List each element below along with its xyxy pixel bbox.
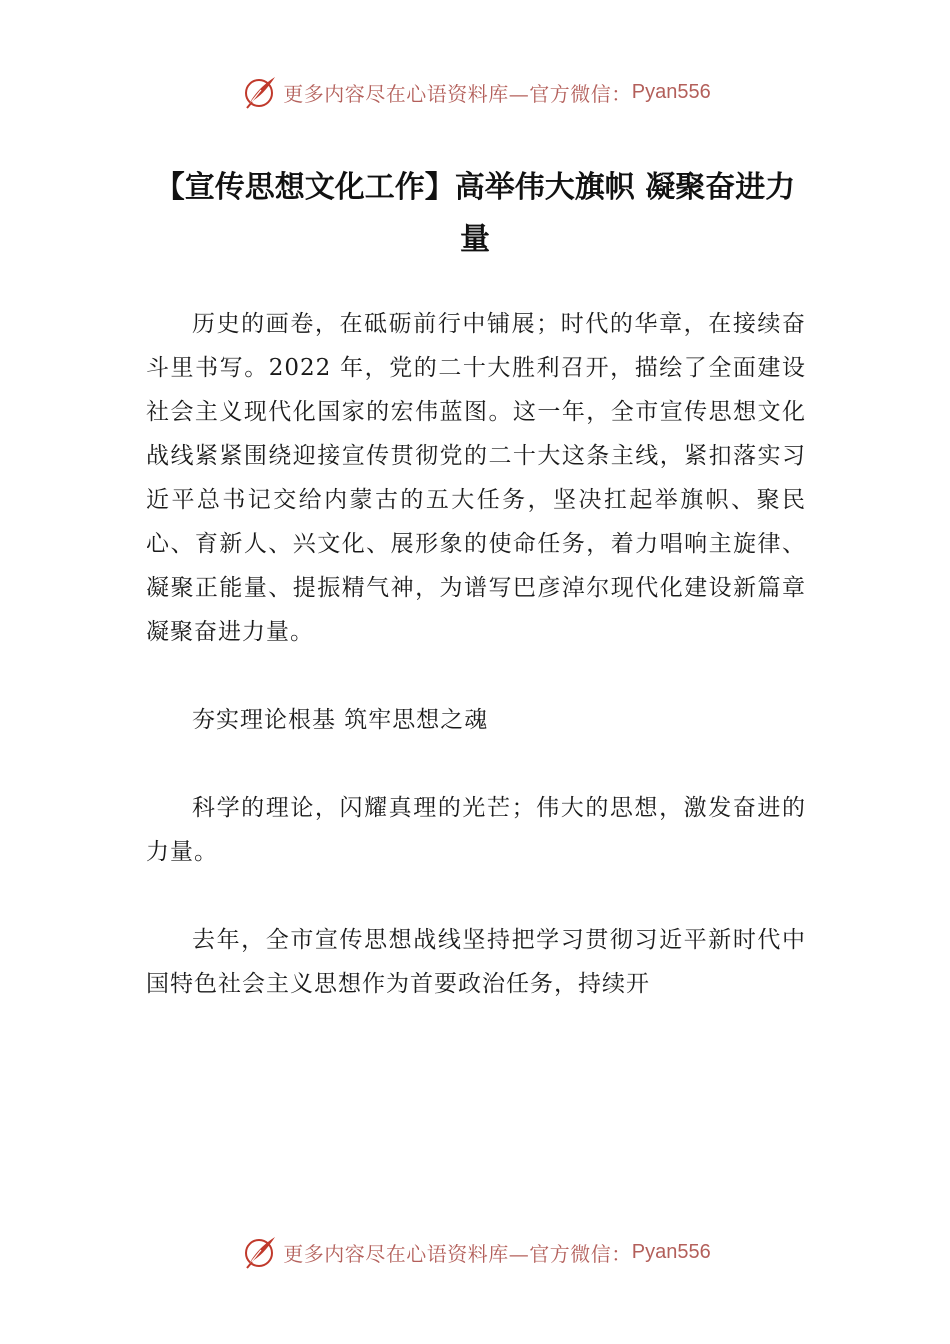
footer-banner — [0, 1230, 950, 1274]
document-title: 【宣传思想文化工作】高举伟大旗帜 凝聚奋进力量 — [154, 170, 796, 257]
section-heading: 夯实理论根基 筑牢思想之魂 — [192, 707, 489, 733]
banner-text: 更多内容尽在心语资料库—官方微信： — [283, 1241, 632, 1266]
paragraph-intro: 历史的画卷，在砥砺前行中铺展；时代的华章，在接续奋斗里书写。2022 年，党的二十大胜利召开，描绘了全面建设社会主义现代化国家的宏伟蓝图。这一年，全市宣传思想文化战线紧紧围绕迎接宣传贯彻党的二十大这条主线，紧扣落实习近平总书记交给内蒙古的五大任务，坚决扛起举旗帜、聚民心、育新人、兴文化、展形象的使命任务，着力唱响主旋律、凝聚正能量、提振精气神，为谱写巴彦淖尔现代化建设新篇章凝聚奋进力量。 — [146, 311, 806, 645]
feather-logo-icon — [239, 72, 279, 112]
banner-text: 更多内容尽在心语资料库—官方微信： — [283, 81, 632, 106]
header-banner — [0, 70, 950, 114]
wechat-handle: Pyan556 — [631, 1240, 711, 1263]
paragraph-last-year: 去年，全市宣传思想战线坚持把学习贯彻习近平新时代中国特色社会主义思想作为首要政治任务，持续开 — [146, 927, 806, 997]
paragraph-theory: 科学的理论，闪耀真理的光芒；伟大的思想，激发奋进的力量。 — [146, 795, 806, 865]
feather-logo-icon — [239, 1232, 279, 1272]
wechat-handle: Pyan556 — [631, 80, 711, 103]
document-body — [146, 302, 806, 1050]
